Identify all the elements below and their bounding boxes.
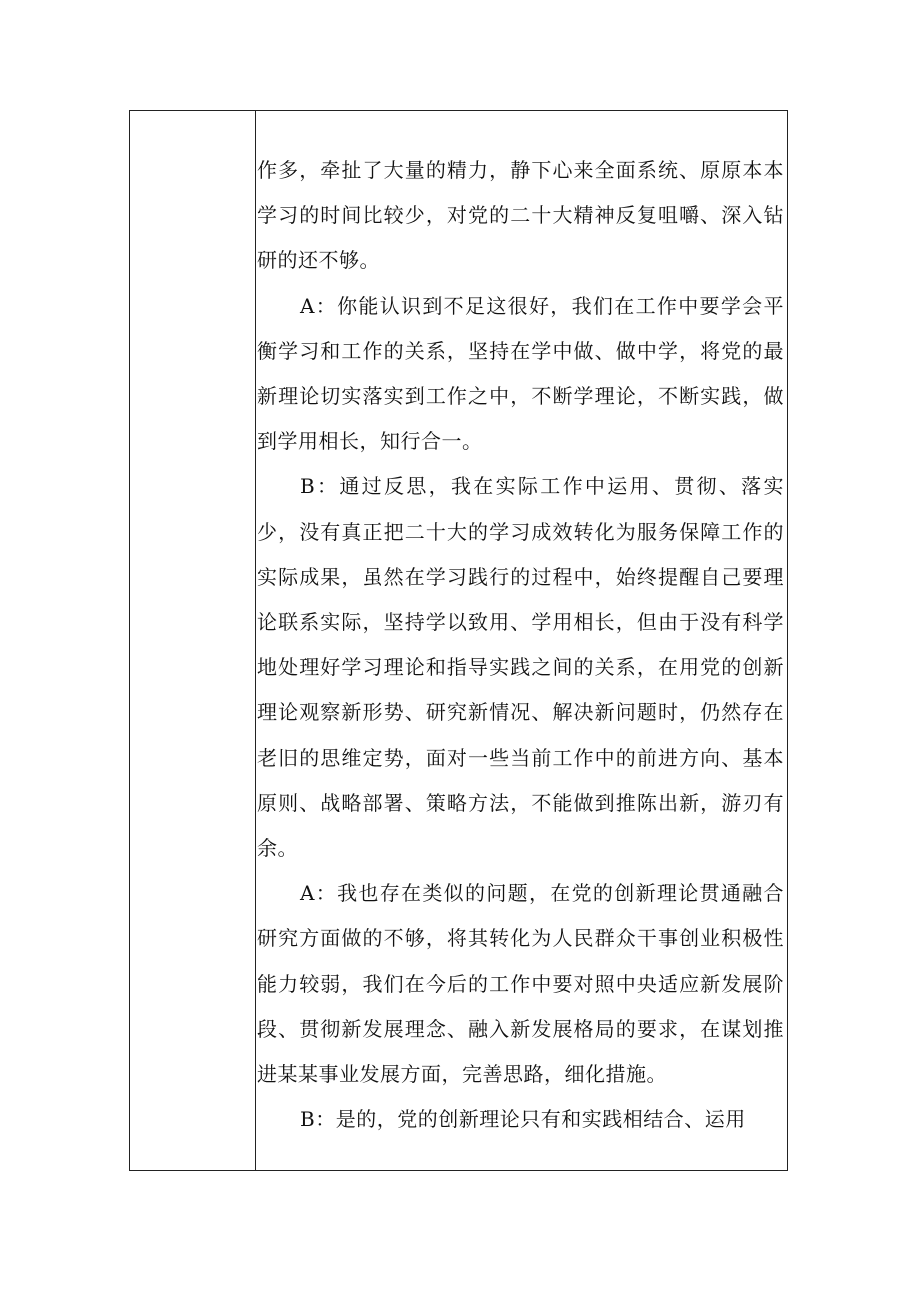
paragraph-2: A：你能认识到不足这很好，我们在工作中要学会平衡学习和工作的关系，坚持在学中做、做中学，将党的最新理论切实落实到工作之中，不断学理论，不断实践，做到学用相长，知行合一。: [257, 293, 784, 454]
table-left-cell: [130, 111, 256, 1170]
paragraph-1: 作多，牵扯了大量的精力，静下心来全面系统、原原本本学习的时间比较少，对党的二十大精神反复咀嚼、深入钻研的还不够。: [257, 158, 784, 273]
paragraph-4: A：我也存在类似的问题，在党的创新理论贯通融合研究方面做的不够，将其转化为人民群众干事创业积极性能力较弱，我们在今后的工作中要对照中央适应新发展阶段、贯彻新发展理念、融入新发展格局的要求，在谋划推进某某事业发展方面，完善思路，细化措施。: [257, 881, 784, 1087]
document-table: [129, 110, 788, 1171]
paragraph-3: B：通过反思，我在实际工作中运用、贯彻、落实少，没有真正把二十大的学习成效转化为服务保障工作的实际成果，虽然在学习践行的过程中，始终提醒自己要理论联系实际，坚持学以致用、学用相长，但由于没有科学地处理好学习理论和指导实践之间的关系，在用党的创新理论观察新形势、研究新情况、解决新问题时，仍然存在老旧的思维定势，面对一些当前工作中的前进方向、基本原则、战略部署、策略方法，不能做到推陈出新，游刃有余。: [257, 474, 784, 861]
table-content-cell: [257, 111, 787, 1170]
paragraph-5: B：是的，党的创新理论只有和实践相结合、运用: [300, 1107, 746, 1132]
